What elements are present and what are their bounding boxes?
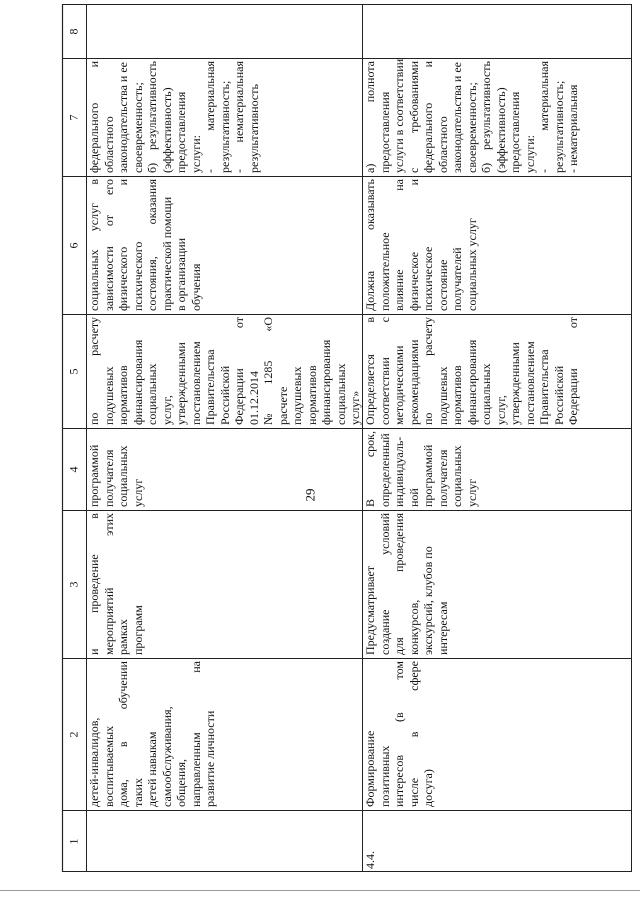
- cell-text-line: услуг,: [493, 395, 508, 425]
- cell-word: результативность: [479, 61, 493, 150]
- cell-text-line: предоставления: [377, 91, 392, 173]
- column-header-label: 5: [66, 368, 81, 374]
- cell-text-line: [87, 513, 102, 655]
- cell-text-line: [261, 317, 276, 425]
- cell-word: для: [392, 637, 406, 655]
- cell-text-line: психического: [130, 241, 145, 311]
- cell-text-line: воспитываемых: [101, 725, 116, 807]
- cell-text-line: подушевых: [435, 366, 450, 425]
- cell-word: материальная: [537, 61, 551, 131]
- cell-text-line: Правительства: [537, 349, 551, 425]
- cell-word: Определяется: [363, 354, 377, 425]
- cell-text-line: развитие личности: [203, 710, 217, 807]
- cell-text-line: (эффективность): [493, 87, 508, 173]
- cell-text-line: определенный: [377, 433, 392, 507]
- cell-word: федерального: [87, 102, 101, 173]
- cell-text-line: социальных: [145, 363, 159, 425]
- cell-word: с: [406, 167, 421, 173]
- cell-word: расчету: [421, 317, 435, 356]
- cell-text-line: психическое: [421, 246, 435, 311]
- cell-word: условий: [377, 513, 392, 555]
- cell-text-line: результативность: [246, 84, 261, 173]
- cell-text-line: [87, 61, 102, 173]
- cell-text-line: [232, 61, 247, 173]
- cell-word: физического: [116, 246, 130, 311]
- cell-word: состояния,: [145, 256, 159, 311]
- cell-word: сфере: [406, 661, 421, 691]
- row-2-cell-col-5: [362, 314, 632, 428]
- cell-word: на: [188, 661, 203, 673]
- cell-text-line: [392, 661, 407, 807]
- cell-text-line: интересам: [435, 601, 450, 655]
- cell-text-line: ной: [406, 488, 421, 507]
- cell-word: -: [537, 169, 551, 173]
- cell-word: полнота: [363, 61, 377, 103]
- cell-word: в: [87, 513, 101, 519]
- cell-text-line: [392, 179, 407, 311]
- cell-text-line: детей-инвалидов,: [87, 717, 101, 807]
- cell-text-line: [378, 513, 393, 655]
- cell-word: Должна: [363, 270, 377, 311]
- row-1-cell-col-2: [86, 658, 362, 810]
- cell-text-line: услуг: [464, 478, 479, 507]
- cell-word: социальных: [87, 249, 101, 311]
- cell-word: физическое: [406, 251, 421, 311]
- cell-word: а): [363, 163, 377, 173]
- cell-word: интересов: [392, 754, 406, 807]
- cell-word: зависимости: [101, 246, 116, 311]
- cell-text-line: законодательства и ее: [116, 62, 130, 173]
- column-header-6: [62, 176, 86, 314]
- cell-text-line: своевременность;: [464, 82, 479, 173]
- cell-word: и: [87, 61, 101, 68]
- cell-text-line: программой: [421, 444, 435, 507]
- cell-text-line: получателя: [101, 449, 116, 507]
- row-2-cell-col-1: [362, 810, 632, 872]
- cell-text-line: нормативов: [116, 365, 130, 425]
- cell-text-line: [87, 317, 102, 425]
- cell-text-line: своевременность;: [130, 82, 145, 173]
- cell-text-line: социальных: [479, 363, 493, 425]
- column-header-3: [62, 510, 86, 658]
- cell-word: числе: [406, 777, 421, 807]
- cell-text-line: (эффективность): [159, 87, 174, 173]
- cell-text-line: подушевых: [101, 366, 116, 425]
- column-header-label: 4: [66, 466, 81, 472]
- cell-text-line: [363, 61, 378, 173]
- cell-text-line: финансирования: [464, 339, 479, 425]
- cell-text-line: предоставления: [174, 91, 188, 173]
- column-header-7: [62, 58, 86, 176]
- cell-word: расчету: [87, 317, 101, 356]
- cell-text-line: Российской: [551, 365, 566, 425]
- cell-word: -: [232, 169, 246, 173]
- cell-text-line: социальных: [333, 363, 348, 425]
- column-header-label: 7: [66, 114, 81, 120]
- cell-text-line: Российской: [217, 365, 232, 425]
- cell-word: направленным: [188, 732, 203, 807]
- cell-word: Федерации: [232, 368, 246, 425]
- cell-word: в: [406, 731, 421, 738]
- cell-word: №: [261, 413, 275, 425]
- cell-text-line: услуг: [130, 478, 145, 507]
- cell-word: срок,: [363, 431, 377, 458]
- cell-word: федерального: [421, 102, 435, 173]
- cell-text-line: общения,: [174, 758, 188, 807]
- cell-text-line: услуги:: [188, 135, 203, 173]
- cell-word: услуг: [87, 202, 101, 232]
- cell-text-line: утвержденными: [174, 342, 188, 425]
- cell-word: «О: [261, 317, 275, 332]
- cell-text-line: [145, 61, 160, 173]
- page-number-text: 29: [302, 488, 317, 502]
- cell-text-line: законодательства и ее: [450, 62, 464, 173]
- cell-text-line: [87, 179, 102, 311]
- cell-text-line: рамках: [116, 619, 130, 655]
- cell-word: 1285: [261, 360, 275, 385]
- row-2-cell-col-2: [362, 658, 632, 810]
- cell-text-line: постановлением: [522, 341, 537, 425]
- cell-word: обучении: [116, 661, 130, 710]
- cell-text-line: таких: [130, 778, 145, 807]
- cell-text-line: [479, 61, 494, 173]
- cell-word: по: [421, 412, 435, 425]
- cell-text-line: подушевых: [290, 366, 304, 425]
- cell-word: В: [363, 498, 377, 507]
- cell-text-line: услуг,: [159, 395, 174, 425]
- cell-word: нематериальная: [232, 61, 246, 143]
- cell-word: оказания: [145, 179, 159, 225]
- column-header-1: [62, 810, 86, 872]
- cell-text-line: [407, 61, 422, 173]
- cell-text-line: [102, 513, 117, 655]
- cell-text-line: позитивных: [377, 745, 392, 807]
- cell-text-line: утвержденными: [508, 342, 522, 425]
- cell-text-line: [407, 661, 422, 807]
- cell-word: проведение: [87, 554, 101, 614]
- column-header-2: [62, 658, 86, 810]
- cell-word: (в: [392, 712, 406, 723]
- cell-text-line: 01.12.2014: [246, 371, 261, 425]
- cell-text-line: [537, 61, 552, 173]
- column-header-label: 1: [66, 838, 81, 844]
- cell-text-line: индивидуаль-: [392, 436, 406, 507]
- cell-text-line: в организации: [174, 237, 188, 311]
- cell-text-line: областного: [435, 116, 450, 173]
- services-table: [62, 4, 632, 872]
- cell-word: материальная: [203, 61, 217, 131]
- cell-text-line: положительное: [377, 232, 392, 311]
- row-1-cell-col-7: [86, 58, 362, 176]
- cell-text-line: расчете: [275, 386, 290, 425]
- cell-text-line: программой: [87, 444, 101, 507]
- cell-word: от: [566, 317, 580, 329]
- column-header-label: 6: [66, 242, 81, 248]
- row-1-cell-col-8: [86, 4, 362, 58]
- column-header-label: 2: [66, 731, 81, 737]
- column-header-4: [62, 428, 86, 510]
- cell-text-line: программ: [130, 605, 145, 655]
- row-1-cell-col-4: [86, 428, 362, 510]
- cell-text-line: обучения: [188, 263, 203, 311]
- cell-word: Федерации: [566, 368, 580, 425]
- cell-text-line: услуги:: [522, 135, 537, 173]
- cell-text-line: состояние: [435, 259, 450, 311]
- cell-text-line: [421, 61, 436, 173]
- row-number: 4.4.: [363, 851, 377, 869]
- cell-word: -: [203, 169, 217, 173]
- cell-word: в: [116, 741, 130, 748]
- cell-word: его: [101, 179, 116, 195]
- cell-text-line: получателя: [435, 449, 450, 507]
- cell-word: проведения: [392, 513, 406, 572]
- cell-text-line: [407, 179, 422, 311]
- row-1-cell-col-5: [86, 314, 362, 428]
- cell-text-line: [421, 317, 436, 425]
- cell-text-line: постановлением: [188, 341, 203, 425]
- cell-text-line: результативность;: [551, 80, 566, 173]
- cell-word: и: [87, 648, 101, 655]
- cell-text-line: социальных услуг: [464, 218, 479, 311]
- column-header-label: 8: [66, 28, 81, 34]
- cell-text-line: услуг»: [348, 390, 362, 425]
- cell-text-line: конкурсов,: [406, 599, 421, 655]
- cell-word: по: [87, 412, 101, 425]
- cell-word: оказывать: [363, 179, 377, 231]
- cell-text-line: детей навыкам: [145, 731, 159, 807]
- cell-text-line: нормативов: [450, 365, 464, 425]
- cell-text-line: [378, 317, 393, 425]
- cell-word: и: [421, 61, 435, 68]
- cell-text-line: получателей: [450, 247, 464, 311]
- cell-word: и: [116, 179, 130, 186]
- cell-text-line: областного: [101, 116, 116, 173]
- cell-text-line: [145, 179, 160, 311]
- cell-text-line: [363, 317, 378, 425]
- cell-word: результативность: [145, 61, 159, 150]
- cell-text-line: рекомендациями: [406, 339, 421, 425]
- cell-text-line: [566, 317, 581, 425]
- cell-text-line: [116, 661, 131, 807]
- row-2-cell-col-6: [362, 176, 632, 314]
- cell-text-line: [392, 513, 407, 655]
- column-header-label: 3: [66, 581, 81, 587]
- cell-text-line: [116, 179, 131, 311]
- cell-word: соответствии: [377, 357, 392, 425]
- cell-word: от: [232, 317, 246, 329]
- cell-word: создание: [377, 609, 392, 655]
- page-bottom-rule: [0, 890, 640, 891]
- row-1-cell-col-1: [86, 810, 362, 872]
- cell-text-line: самообслуживания,: [159, 706, 174, 807]
- cell-word: и: [406, 179, 421, 186]
- cell-text-line: досуга): [421, 769, 435, 807]
- cell-text-line: Предусматривает: [363, 565, 377, 655]
- column-header-5: [62, 314, 86, 428]
- cell-text-line: [203, 61, 218, 173]
- cell-word: мероприятий: [101, 587, 116, 655]
- cell-text-line: - нематериальная: [566, 84, 580, 173]
- cell-text-line: [363, 179, 378, 311]
- cell-word: б): [145, 162, 159, 173]
- cell-text-line: социальных: [116, 445, 130, 507]
- cell-text-line: экскурсий, клубов по: [421, 546, 435, 655]
- cell-word: б): [479, 162, 493, 173]
- cell-text-line: социальных: [450, 445, 464, 507]
- cell-text-line: методическими: [392, 345, 406, 425]
- row-1-cell-col-6: [86, 176, 362, 314]
- cell-text-line: финансирования: [130, 339, 145, 425]
- cell-word: в: [87, 179, 101, 185]
- cell-text-line: предоставления: [508, 91, 522, 173]
- cell-word: этих: [101, 513, 116, 536]
- cell-text-line: [189, 661, 204, 807]
- cell-word: от: [101, 215, 116, 227]
- cell-text-line: [232, 317, 247, 425]
- cell-text-line: [102, 179, 117, 311]
- cell-word: на: [392, 179, 406, 191]
- cell-text-line: услуги в соответствии: [392, 58, 406, 173]
- cell-word: в: [363, 317, 377, 323]
- cell-text-line: результативность;: [217, 80, 232, 173]
- cell-text-line: финансирования: [319, 339, 333, 425]
- column-header-8: [62, 4, 86, 58]
- cell-text-line: Правительства: [203, 349, 217, 425]
- row-2-cell-col-4: [362, 428, 632, 510]
- row-2-cell-col-7: [362, 58, 632, 176]
- row-1-cell-col-3: [86, 510, 362, 658]
- cell-text-line: Формирование: [363, 730, 377, 807]
- cell-text-line: практической помощи: [159, 196, 174, 311]
- cell-word: том: [392, 661, 406, 680]
- cell-text-line: [363, 431, 378, 507]
- row-2-cell-col-3: [362, 510, 632, 658]
- cell-word: требованиями: [406, 61, 421, 134]
- cell-word: дома,: [116, 779, 130, 807]
- row-2-cell-col-8: [362, 4, 632, 58]
- cell-word: влияние: [392, 269, 406, 311]
- cell-word: с: [377, 317, 392, 323]
- cell-text-line: нормативов: [304, 365, 319, 425]
